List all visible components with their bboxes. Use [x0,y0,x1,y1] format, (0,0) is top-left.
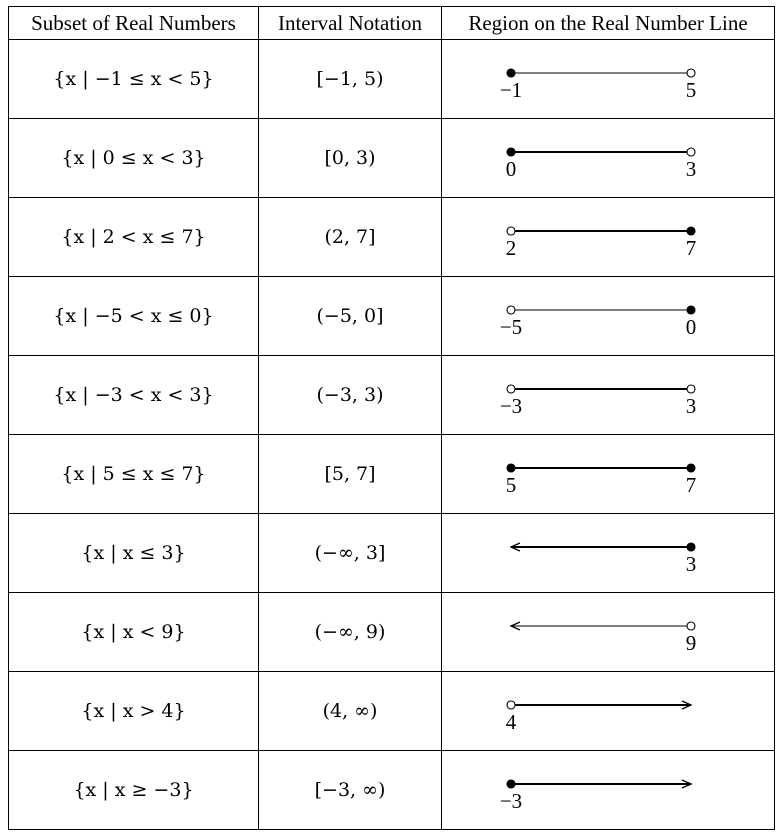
number-line-cell [442,514,775,593]
left-endpoint-label: 5 [505,473,517,497]
number-line-cell [442,198,775,277]
left-open-endpoint [507,701,515,709]
left-closed-endpoint [507,148,515,156]
number-line [442,40,774,118]
header-row [9,7,775,40]
left-open-endpoint [507,227,515,235]
left-endpoint-label: 0 [505,157,517,181]
set-builder-cell: {x | x > 4} [9,672,259,751]
set-builder-cell: {x | −3 < x < 3} [9,356,259,435]
right-endpoint-label: 7 [685,473,697,497]
interval-cell: (−3, 3) [259,356,442,435]
table-row [9,40,775,119]
number-line-cell [442,40,775,119]
number-line-cell [442,435,775,514]
number-line-cell [442,356,775,435]
right-open-endpoint [687,148,695,156]
set-builder-cell: {x | 5 ≤ x ≤ 7} [9,435,259,514]
set-builder-cell: {x | x ≥ −3} [9,751,259,830]
table-row [9,593,775,672]
interval-cell: [−1, 5) [259,40,442,119]
number-line [442,277,774,355]
number-line [442,672,774,750]
table-row [9,514,775,593]
right-open-endpoint [687,622,695,630]
number-line [442,435,774,513]
right-closed-endpoint [687,306,695,314]
interval-cell: (−5, 0] [259,277,442,356]
header-interval: Interval Notation [259,7,442,40]
left-open-endpoint [507,306,515,314]
number-line [442,514,774,592]
set-builder-cell: {x | x < 9} [9,593,259,672]
right-endpoint-label: 0 [685,315,697,339]
set-builder-cell: {x | −1 ≤ x < 5} [9,40,259,119]
right-endpoint-label: 7 [685,236,697,260]
header-region: Region on the Real Number Line [442,7,775,40]
number-line-cell [442,751,775,830]
number-line-cell [442,119,775,198]
left-endpoint-label: 4 [505,710,517,734]
table-row [9,435,775,514]
number-line [442,593,774,671]
interval-cell: (−∞, 3] [259,514,442,593]
table-row [9,277,775,356]
header-subset: Subset of Real Numbers [9,7,259,40]
interval-notation-table-wrapper [8,6,775,830]
interval-cell: [5, 7] [259,435,442,514]
right-closed-endpoint [687,543,695,551]
right-endpoint-label: 9 [685,631,697,655]
set-builder-cell: {x | x ≤ 3} [9,514,259,593]
set-builder-cell: {x | 0 ≤ x < 3} [9,119,259,198]
interval-cell: [−3, ∞) [259,751,442,830]
number-line-cell [442,277,775,356]
right-endpoint-label: 3 [685,157,697,181]
interval-cell: (2, 7] [259,198,442,277]
right-closed-endpoint [687,227,695,235]
right-open-endpoint [687,385,695,393]
right-endpoint-label: 3 [685,394,697,418]
set-builder-cell: {x | −5 < x ≤ 0} [9,277,259,356]
right-closed-endpoint [687,464,695,472]
number-line [442,198,774,276]
table-row [9,198,775,277]
left-closed-endpoint [507,780,515,788]
table-row [9,672,775,751]
left-closed-endpoint [507,464,515,472]
interval-cell: [0, 3) [259,119,442,198]
interval-cell: (−∞, 9) [259,593,442,672]
number-line-cell [442,593,775,672]
number-line [442,751,774,829]
table-row [9,751,775,830]
left-endpoint-label: −3 [499,394,523,418]
table-row [9,356,775,435]
left-endpoint-label: −5 [499,315,523,339]
left-endpoint-label: 2 [505,236,517,260]
left-open-endpoint [507,385,515,393]
interval-cell: (4, ∞) [259,672,442,751]
left-endpoint-label: −3 [499,789,523,813]
right-endpoint-label: 3 [685,552,697,576]
table-row [9,119,775,198]
interval-notation-table [8,6,775,830]
number-line-cell [442,672,775,751]
set-builder-cell: {x | 2 < x ≤ 7} [9,198,259,277]
left-endpoint-label: −1 [499,78,523,102]
right-endpoint-label: 5 [685,78,697,102]
number-line [442,356,774,434]
table-body [9,40,775,830]
number-line [442,119,774,197]
left-closed-endpoint [507,69,515,77]
right-open-endpoint [687,69,695,77]
